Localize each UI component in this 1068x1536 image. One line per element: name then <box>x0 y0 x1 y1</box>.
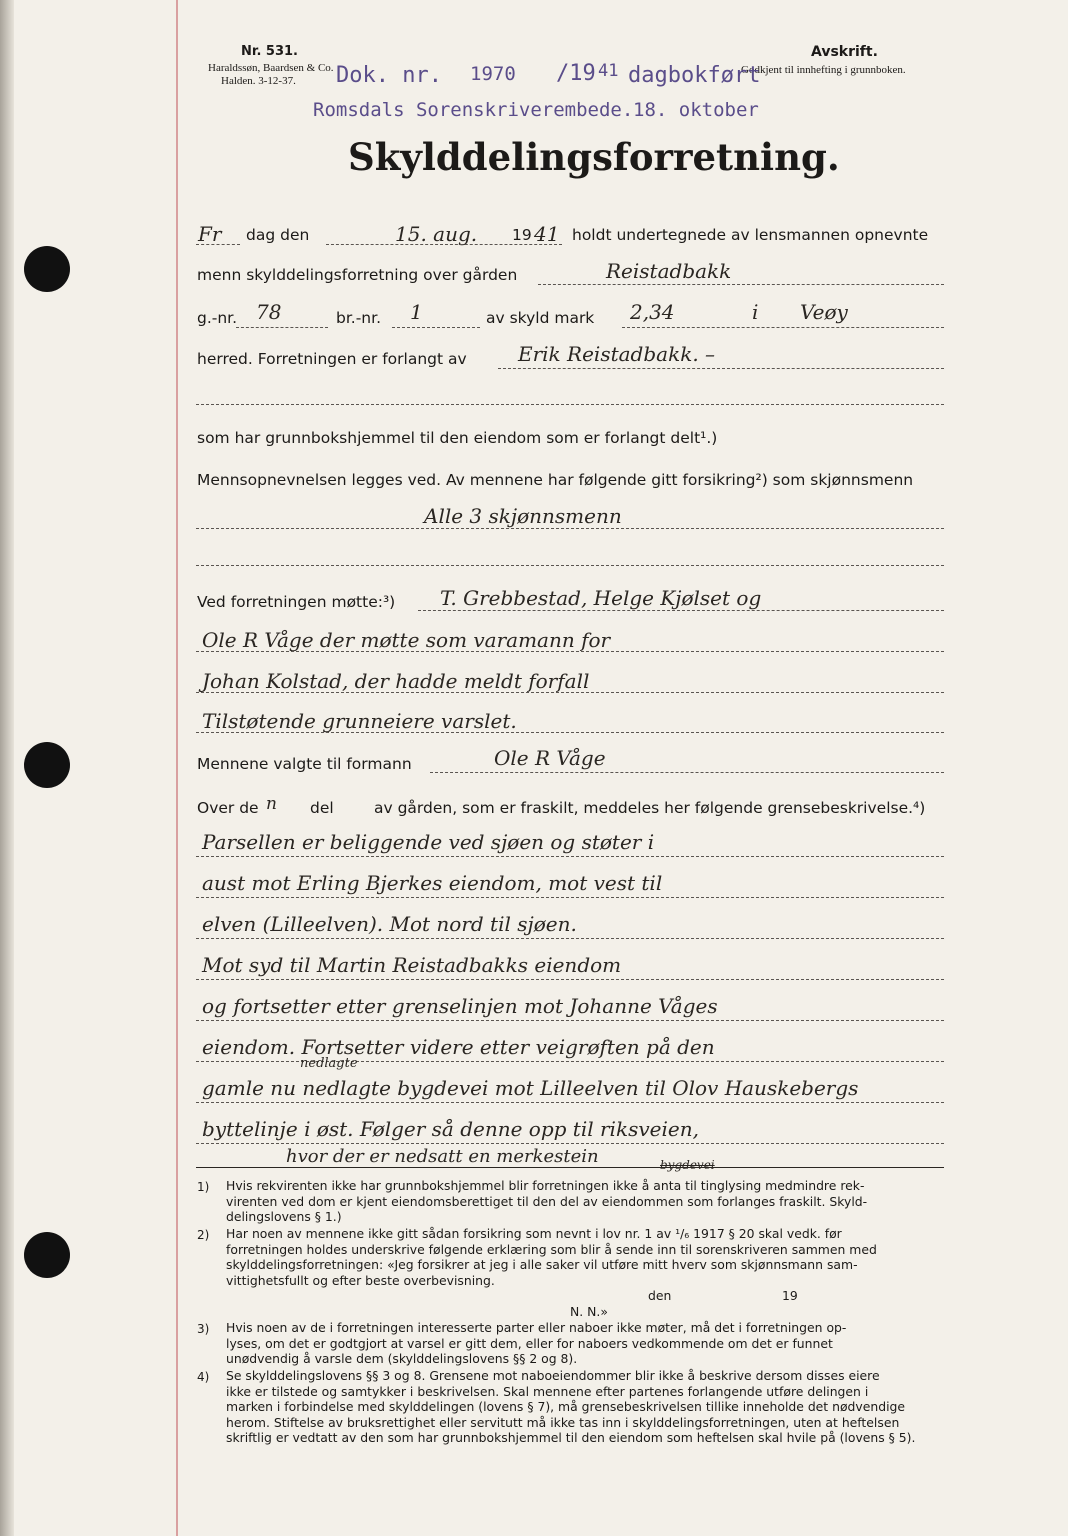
description-line-4: Mot syd til Martin Reistadbakks eiendom <box>202 953 622 977</box>
footnote-4-line: herom. Stiftelse av bruksrettighet eller servitutt må ikke tas inn i skylddelingsforretningen, uten at heftelsen <box>226 1414 900 1430</box>
description-line-3: elven (Lilleelven). Mot nord til sjøen. <box>202 912 577 936</box>
description-line-5: og fortsetter etter grenselinjen mot Johanne Våges <box>202 994 718 1018</box>
stamp-registered: dagbokført <box>628 63 761 88</box>
footnote-2-number: 2) <box>197 1228 210 1242</box>
footnote-1-line: virenten ved dom er kjent eiendomsberettiget til den del av eiendommen som forlanges fraskilt. Skyld- <box>226 1193 868 1209</box>
line6-text: Mennsopnevnelsen legges ved. Av mennene har følgende gitt forsikring²) som skjønnsmenn <box>197 471 914 489</box>
footnote-3-line: Hvis noen av de i forretningen interesserte parter eller naboer ikke møter, må det i forretningen op- <box>226 1320 847 1335</box>
footnote-3 <box>226 1320 846 1367</box>
description-line-8: byttelinje i øst. Følger så denne opp til riksveien, <box>202 1117 699 1141</box>
description-line-9: hvor der er nedsatt en merkestein <box>286 1146 599 1167</box>
footnote-4-line: Se skylddelingslovens §§ 3 og 8. Grensene mot naboeiendommer blir ikke å beskrive dersom disses eiere <box>226 1368 880 1383</box>
bnr-handwritten: 1 <box>410 300 423 324</box>
attendees-line-2: Ole R Våge der møtte som varamann for <box>202 628 611 652</box>
stamp-year-prefix: /19 <box>556 61 596 86</box>
attendees-line-4: Tilstøtende grunneiere varslet. <box>202 709 517 733</box>
description-insert: nedlagte <box>300 1056 358 1071</box>
attendees-line-1: T. Grebbestad, Helge Kjølset og <box>440 586 762 610</box>
chairman-label: Mennene valgte til formann <box>197 755 412 773</box>
description-line-6: eiendom. Fortsetter videre etter veigrøften på den <box>202 1035 715 1059</box>
footnote-2 <box>226 1226 877 1288</box>
punch-hole-middle <box>24 742 70 788</box>
attendees-line-3: Johan Kolstad, der hadde meldt forfall <box>202 669 590 693</box>
gnr-handwritten: 78 <box>256 300 282 324</box>
attendees-label: Ved forretningen møtte:³) <box>197 593 396 611</box>
farm-handwritten: Reistadbakk <box>606 259 732 283</box>
skyld-handwritten: 2,34 <box>630 300 675 324</box>
weekday-handwritten: Fr <box>198 222 222 246</box>
punch-hole-top <box>24 246 70 292</box>
footnote-4-line: marken i forbindelse med skylddelingen (lovens § 7), må grensebeskrivelsen tillike inneholde det nødvendige <box>226 1399 906 1415</box>
year-handwritten: 41 <box>534 222 560 246</box>
footnote-3-number: 3) <box>197 1322 210 1336</box>
stamp-year-suffix: 41 <box>598 61 619 81</box>
del-label: del <box>310 799 334 817</box>
footnote-4 <box>226 1368 915 1446</box>
day-label: dag den <box>246 226 310 244</box>
footnote-2-den: den <box>648 1288 672 1303</box>
punch-hole-bottom <box>24 1232 70 1278</box>
stamp-doc-number: 1970 <box>470 63 516 85</box>
year-prefix: 19 <box>512 226 532 244</box>
footnote-1-line: delingslovens § 1.) <box>226 1209 342 1225</box>
gnr-label: g.-nr. <box>197 309 238 327</box>
footnote-4-number: 4) <box>197 1370 210 1384</box>
footnote-2-year: 19 <box>782 1288 798 1303</box>
footnote-2-line: Har noen av mennene ikke gitt sådan forsikring som nevnt i lov nr. 1 av ¹/₆ 1917 § 20 skal vedk. før <box>226 1226 842 1241</box>
description-struck: bygdevei <box>660 1158 715 1172</box>
line2-text: menn skylddelingsforretning over gården <box>197 266 518 284</box>
line1-text: holdt undertegnede av lensmannen opnevnte <box>572 226 929 244</box>
line4-text: herred. Forretningen er forlangt av <box>197 350 467 368</box>
footnote-1-line: Hvis rekvirenten ikke har grunnbokshjemmel blir forretningen ikke å anta til tinglysing medmindre rek- <box>226 1178 865 1193</box>
footnote-4-line: ikke er tilstede og samtykker i beskrivelsen. Skal mennene efter partenes forlangende utføre delingen i <box>226 1383 869 1399</box>
footnote-1 <box>226 1178 867 1225</box>
footnote-3-line: unødvendig å varsle dem (skylddelingslovens §§ 2 og 8). <box>226 1351 578 1367</box>
footnote-2-nn: N. N.» <box>570 1304 608 1319</box>
margin-line <box>176 0 178 1536</box>
skyld-label: av skyld mark <box>486 309 595 327</box>
document-title: Skylddelingsforretning. <box>348 135 840 179</box>
footnote-2-line: forretningen holdes underskrive følgende erklæring som blir å sende inn til sorenskriveren sammen med <box>226 1241 877 1257</box>
over-handwritten: n <box>266 794 277 814</box>
description-end-rule <box>196 1167 944 1168</box>
line13-text: av gården, som er fraskilt, meddeles her følgende grensebeskrivelse.⁴) <box>374 799 926 817</box>
description-line-2: aust mot Erling Bjerkes eiendom, mot vest til <box>202 871 663 895</box>
description-line-7: gamle nu nedlagte bygdevei mot Lilleelven til Olov Hauskebergs <box>202 1076 859 1100</box>
printer-line-1: Haraldssøn, Baardsen & Co. <box>208 62 334 74</box>
i-handwritten: i <box>752 300 759 324</box>
footnote-2-line: vittighetsfullt og efter beste overbevisning. <box>226 1272 495 1288</box>
date-handwritten: 15. aug. <box>395 222 478 246</box>
stamp-doc-prefix: Dok. nr. <box>336 63 442 88</box>
appraisers-handwritten: Alle 3 skjønnsmenn <box>424 504 622 528</box>
requester-handwritten: Erik Reistadbakk. – <box>518 342 716 366</box>
line5-text: som har grunnbokshjemmel til den eiendom som er forlangt delt¹.) <box>197 429 718 447</box>
over-label: Over de <box>197 799 259 817</box>
approved-note: Godkjent til innhefting i grunnboken. <box>741 64 906 76</box>
copy-label: Avskrift. <box>811 44 878 60</box>
chairman-handwritten: Ole R Våge <box>494 746 606 770</box>
stamp-date: 18. oktober <box>633 99 759 121</box>
footnote-2-line: skylddelingsforretningen: «Jeg forsikrer at jeg i alle saker vil utføre mitt hverv som skjønnsmann sam- <box>226 1257 858 1273</box>
description-line-1: Parsellen er beliggende ved sjøen og støter i <box>202 830 655 854</box>
stamp-office: Romsdals Sorenskriverembede. <box>313 99 634 121</box>
bnr-label: br.-nr. <box>336 309 382 327</box>
printer-line-2: Halden. 3-12-37. <box>221 75 296 87</box>
footnote-3-line: lyses, om det er godtgjort at varsel er gitt dem, eller for naboers vedkommende om det er funnet <box>226 1335 833 1351</box>
footnote-1-number: 1) <box>197 1180 210 1194</box>
footnote-4-line: skriftlig er vedtatt av den som har grunnbokshjemmel til den eiendom som heftelsen skal hvile på (lovens § 5). <box>226 1430 916 1446</box>
form-number: Nr. 531. <box>241 44 298 59</box>
municipality-handwritten: Veøy <box>800 300 848 324</box>
page-edge-shadow <box>0 0 14 1536</box>
